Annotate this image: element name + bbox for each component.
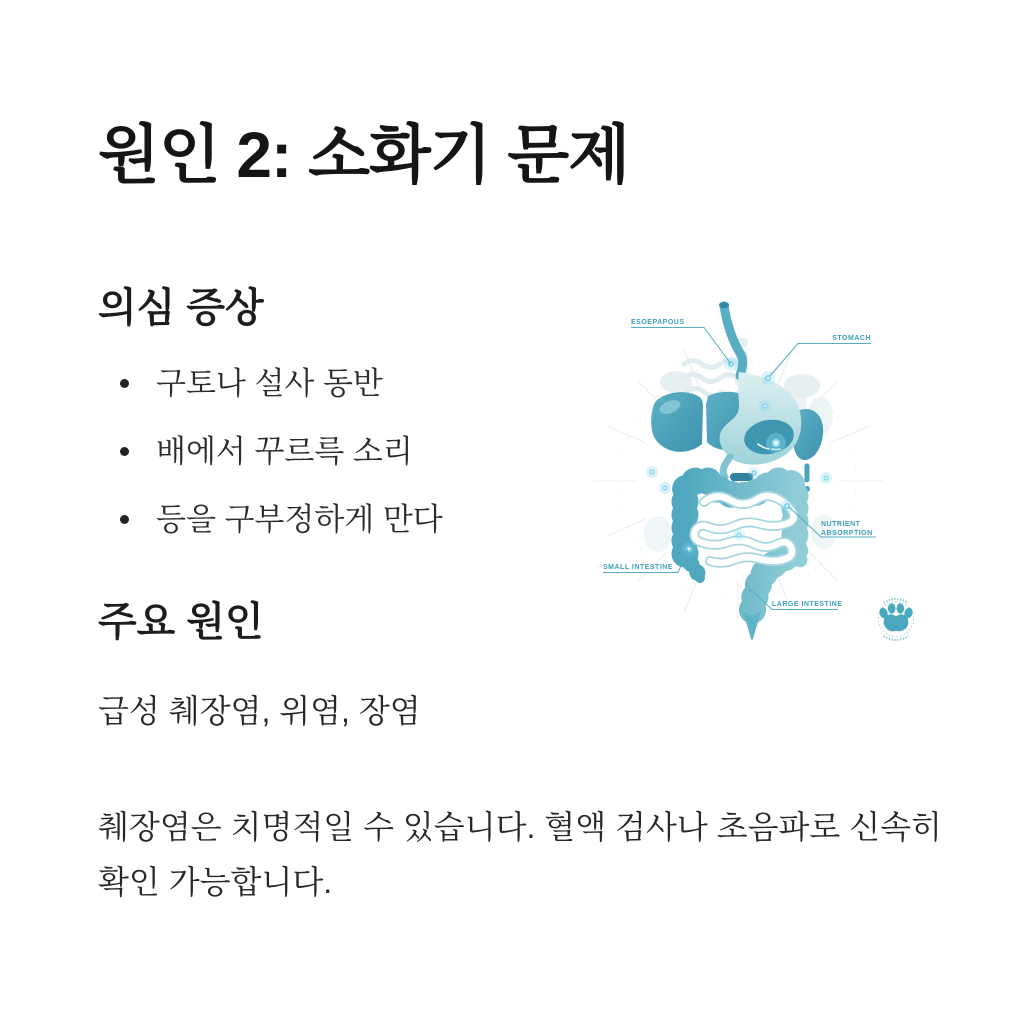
label-esophagus: ESOEPAPOUS bbox=[631, 319, 685, 326]
causes-text: 급성 췌장염, 위염, 장염 bbox=[98, 693, 421, 729]
list-item bbox=[120, 434, 443, 469]
note-paragraph: 췌장염은 치명적일 수 있습니다. 혈액 검사나 초음파로 신속히 확인 가능합니다. bbox=[98, 809, 942, 900]
label-large-intestine: LARGE INTESTINE bbox=[772, 601, 843, 608]
label-nutrient-line2: ABSORPTION bbox=[821, 530, 873, 537]
list-item-text: 구토나 설사 동반 bbox=[156, 366, 383, 401]
label-small-intestine: SMALL INTESTINE bbox=[603, 564, 673, 571]
list-item-text: 등을 구부정하게 만다 bbox=[156, 502, 443, 537]
label-nutrient-line1: NUTRIENT bbox=[821, 521, 861, 528]
label-stomach: STOMACH bbox=[832, 335, 871, 342]
list-item-text: 배에서 꾸르륵 소리 bbox=[156, 434, 413, 469]
causes-heading: 주요 원인 bbox=[98, 600, 264, 644]
bullet-icon bbox=[120, 379, 129, 388]
list-item bbox=[120, 502, 443, 537]
symptoms-heading: 의심 증상 bbox=[98, 286, 264, 330]
bullet-icon bbox=[120, 447, 129, 456]
page-title: 원인 2: 소화기 문제 bbox=[98, 119, 630, 191]
bullet-icon bbox=[120, 515, 129, 524]
list-item bbox=[120, 366, 443, 401]
digestive-system-svg bbox=[588, 286, 933, 651]
symptoms-list bbox=[120, 366, 443, 570]
paw-logo-icon bbox=[878, 599, 914, 640]
digestive-system-illustration bbox=[588, 286, 933, 651]
